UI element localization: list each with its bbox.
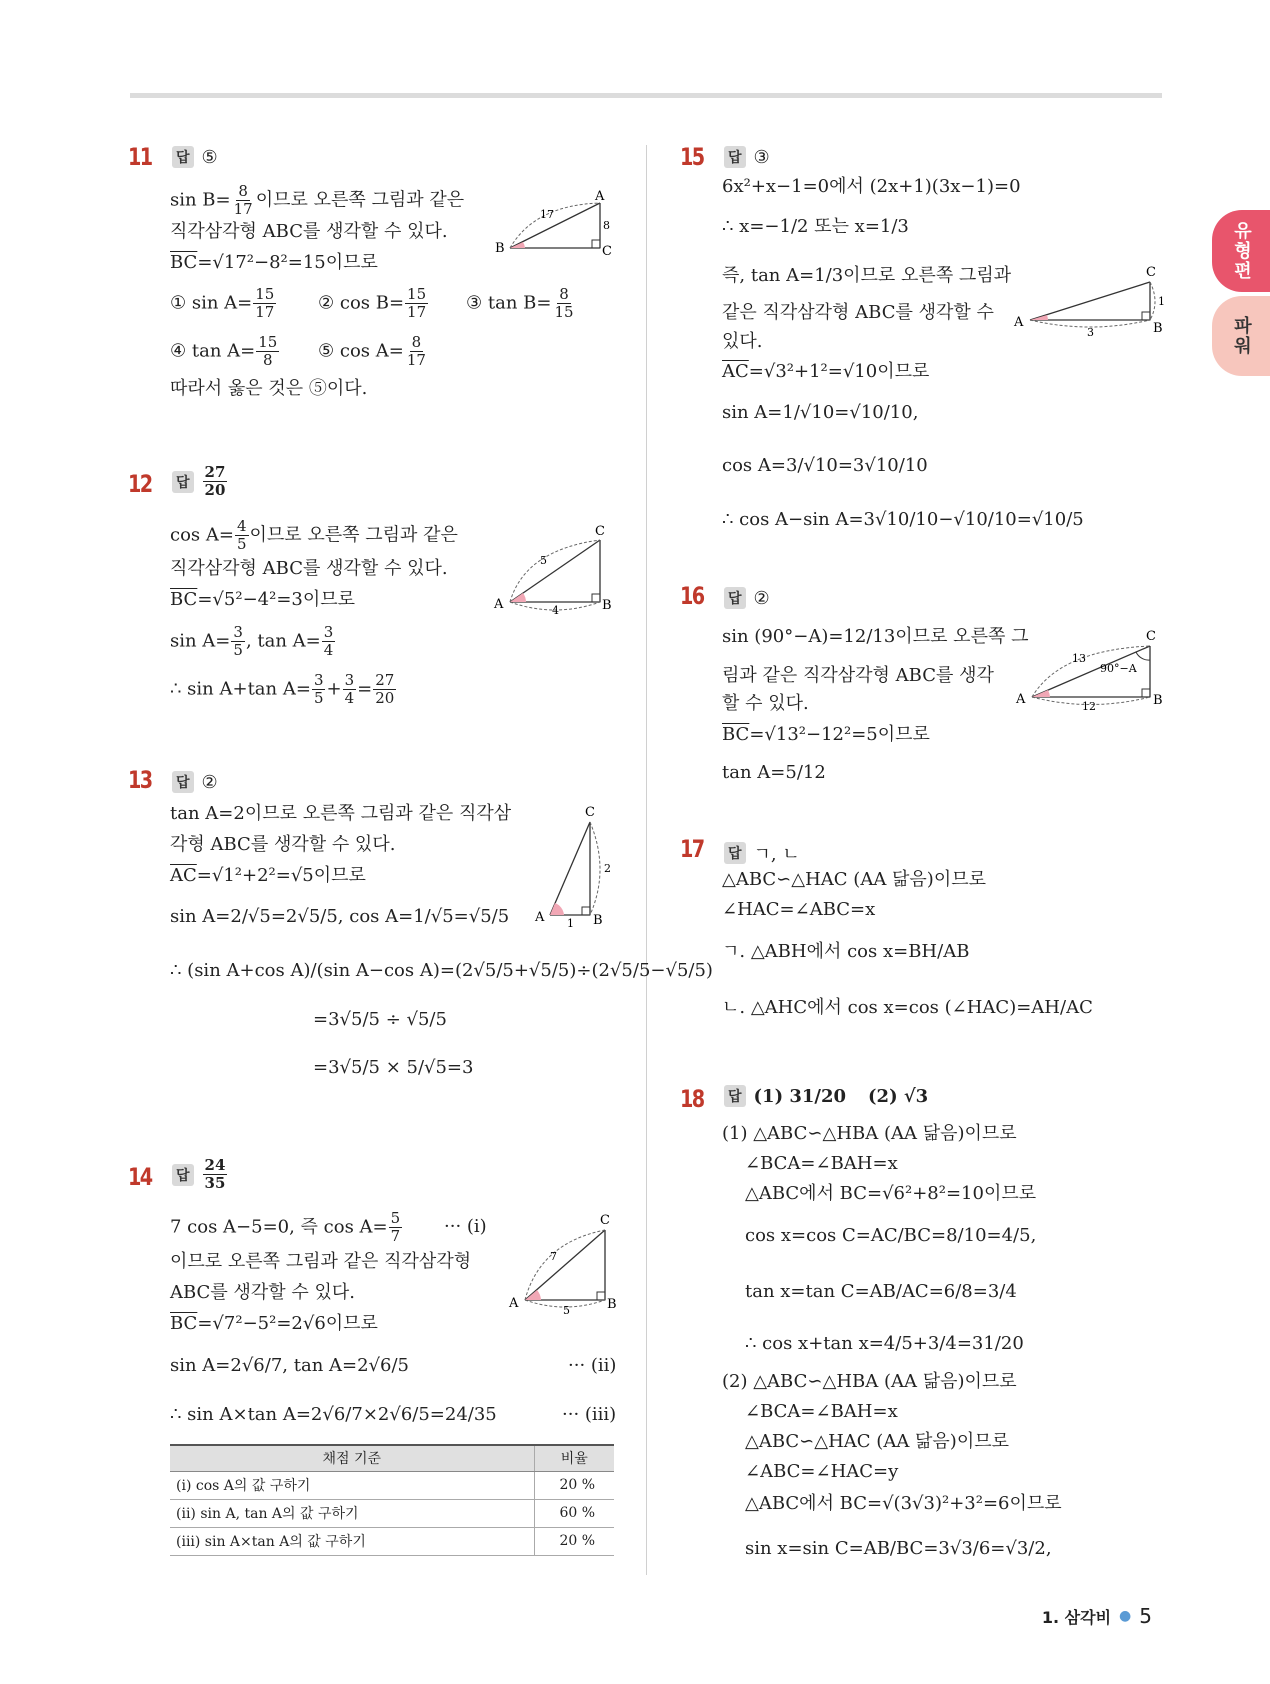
denominator: 35	[204, 1174, 226, 1192]
triangle-figure-16	[1010, 622, 1170, 717]
text: ④ tan A=	[170, 340, 256, 362]
label-base: 5	[563, 1304, 570, 1317]
problem-number: 13	[128, 766, 152, 794]
text-line: cos A=3/√10=3√10/10	[722, 455, 928, 476]
text-line	[170, 251, 378, 275]
text-line: ∴ (sin A+cos A)/(sin A−cos A)=(2√5/5+√5/5)÷(2√5/5−√5/5)	[170, 960, 713, 981]
answer-badge: 답	[724, 1085, 746, 1107]
text-line	[170, 183, 464, 218]
option-5	[318, 334, 429, 369]
text-line: ABC를 생각할 수 있다.	[170, 1282, 355, 1303]
text-line: ㄴ. △AHC에서 cos x=cos (∠HAC)=AH/AC	[722, 997, 1093, 1018]
numerator: 3	[344, 671, 355, 689]
answer-line	[724, 146, 770, 168]
numerator: 3	[313, 671, 324, 689]
table-header	[170, 1445, 614, 1471]
text: =	[357, 678, 373, 700]
column-divider	[646, 145, 647, 1575]
text: =√7²−5²=2√6이므로	[197, 1313, 378, 1334]
text-line: 이므로 오른쪽 그림과 같은 직각삼각형	[170, 1251, 472, 1272]
scoring-table	[170, 1444, 614, 1556]
numerator: 15	[258, 333, 278, 351]
numerator: 5	[390, 1209, 401, 1227]
numerator: 4	[236, 517, 247, 535]
text: ② cos B=	[318, 292, 405, 314]
chapter-title: 1. 삼각비	[1041, 1607, 1112, 1627]
answer-part-2: (2) √3	[868, 1085, 929, 1107]
text-line	[170, 672, 397, 707]
denominator: 17	[233, 200, 253, 218]
denominator: 4	[323, 641, 334, 659]
text: 이므로 오른쪽 그림과 같은	[255, 189, 465, 211]
text-line: 할 수 있다.	[722, 693, 809, 714]
label-hyp: 13	[1072, 652, 1086, 665]
text-line: =3√5/5 ÷ √5/5	[313, 1009, 447, 1030]
label-base: 4	[552, 604, 559, 617]
problem-number: 11	[128, 143, 152, 171]
numerator: 8	[559, 285, 569, 303]
ratio-cell: 20 %	[534, 1471, 614, 1499]
numerator: 15	[407, 285, 427, 303]
fraction	[405, 286, 428, 321]
fraction	[405, 334, 428, 369]
vertex-B: B	[1153, 693, 1163, 708]
text: 7 cos A−5=0, 즉 cos A=	[170, 1216, 388, 1238]
header-criteria: 채점 기준	[170, 1445, 534, 1471]
answer-line	[172, 771, 218, 793]
segment: $\overline{BC}$	[722, 724, 750, 745]
page-footer	[1042, 1604, 1152, 1628]
conclusion: 따라서 옳은 것은 ⑤이다.	[170, 378, 368, 399]
vertex-B: B	[593, 913, 603, 928]
text-line: △ABC에서 BC=√(3√3)²+3²=6이므로	[745, 1493, 1062, 1514]
answer-line	[172, 1157, 228, 1192]
label-side: 8	[603, 219, 610, 232]
text-line	[170, 1210, 403, 1245]
vertex-B: B	[607, 1297, 617, 1312]
vertex-C: C	[602, 244, 612, 259]
fraction	[253, 286, 276, 321]
segment: $\overline{BC}$	[170, 1313, 198, 1334]
text-line	[170, 624, 336, 659]
text: ∴ sin A+tan A=	[170, 678, 311, 700]
vertex-A: A	[595, 189, 605, 204]
answer-value: ③	[753, 146, 770, 168]
text-line: 림과 같은 직각삼각형 ABC를 생각	[722, 665, 994, 686]
tab-pawo[interactable]	[1212, 296, 1270, 376]
numerator: 8	[411, 333, 422, 351]
text-line: ∠BCA=∠BAH=x	[745, 1153, 898, 1174]
problem-number: 16	[680, 582, 704, 610]
fraction	[232, 183, 255, 218]
numerator: 27	[375, 671, 395, 689]
answer-line	[724, 587, 770, 609]
text-line: 직각삼각형 ABC를 생각할 수 있다.	[170, 221, 448, 242]
denominator: 17	[255, 303, 275, 321]
fraction	[343, 672, 357, 707]
text-line: tan A=5/12	[722, 762, 826, 783]
vertex-B: B	[602, 598, 612, 613]
problem-number: 17	[680, 835, 704, 863]
option-1	[170, 286, 277, 321]
text-line: 같은 직각삼각형 ABC를 생각할 수	[722, 302, 994, 323]
problem-number: 12	[128, 470, 152, 498]
header-ratio: 비율	[534, 1445, 614, 1471]
answer-value: ②	[753, 587, 770, 609]
text-line: 즉, tan A=1/3이므로 오른쪽 그림과	[722, 265, 1012, 286]
vertex-A: A	[535, 910, 545, 925]
answer-line	[724, 1085, 928, 1107]
text: ③ tan B=	[466, 292, 552, 314]
fraction	[256, 334, 279, 369]
segment: $\overline{BC}$	[170, 252, 198, 273]
triangle-figure-12	[490, 520, 620, 620]
table-row	[170, 1499, 614, 1527]
text-line: sin (90°−A)=12/13이므로 오른쪽 그	[722, 626, 1029, 647]
text: =√13²−12²=5이므로	[749, 724, 930, 745]
bullet-icon: ●	[1119, 1608, 1132, 1624]
text-line	[170, 588, 355, 612]
numerator: 15	[255, 285, 275, 303]
vertex-B: B	[1153, 321, 1163, 336]
triangle-figure-11	[495, 185, 620, 265]
text: =√1²+2²=√5이므로	[196, 865, 366, 886]
label-hyp: 5	[540, 554, 547, 567]
numerator: 24	[204, 1156, 226, 1174]
step-marker: ··· (ii)	[568, 1355, 617, 1376]
text-line: sin x=sin C=AB/BC=3√3/6=√3/2,	[745, 1538, 1052, 1559]
text-line	[170, 1312, 378, 1336]
fraction	[312, 672, 326, 707]
tab-label: 파워	[1231, 316, 1252, 356]
option-4	[170, 334, 280, 369]
ratio-cell: 20 %	[534, 1527, 614, 1555]
label-angle: 90°−A	[1100, 662, 1137, 675]
text: sin A=	[170, 630, 231, 652]
answer-part-1: (1) 31/20	[753, 1085, 847, 1107]
denominator: 5	[313, 689, 324, 707]
numerator: 27	[204, 463, 226, 481]
text: sin B=	[170, 189, 231, 211]
text: cos A=	[170, 524, 234, 546]
fraction	[552, 286, 575, 321]
text-line: 직각삼각형 ABC를 생각할 수 있다.	[170, 558, 448, 579]
label-base: 3	[1087, 326, 1094, 339]
text: ① sin A=	[170, 292, 253, 314]
denominator: 4	[344, 689, 355, 707]
denominator: 15	[554, 303, 574, 321]
vertex-A: A	[509, 1296, 519, 1311]
text: =√3²+1²=√10이므로	[748, 361, 930, 382]
text: =√17²−8²=15이므로	[197, 252, 378, 273]
page-number: 5	[1139, 1604, 1152, 1628]
text: , tan A=	[245, 630, 321, 652]
step-marker: ··· (iii)	[562, 1404, 617, 1425]
text-line: ∠HAC=∠ABC=x	[722, 899, 876, 920]
text-line: ∴ x=−1/2 또는 x=1/3	[722, 216, 909, 237]
text-line: tan A=2이므로 오른쪽 그림과 같은 직각삼	[170, 803, 512, 824]
vertex-C: C	[1146, 265, 1156, 280]
triangle-figure-14	[505, 1208, 625, 1317]
denominator: 17	[407, 303, 427, 321]
criteria-cell: (iii) sin A×tan A의 값 구하기	[170, 1527, 534, 1555]
fraction	[322, 624, 336, 659]
text-line: 6x²+x−1=0에서 (2x+1)(3x−1)=0	[722, 176, 1021, 197]
text-line	[170, 864, 366, 888]
segment: $\overline{AC}$	[170, 865, 197, 886]
label-hyp: 17	[540, 208, 554, 221]
triangle-figure-13	[530, 800, 620, 935]
text-line: △ABC∽△HAC (AA 닮음)이므로	[745, 1431, 1009, 1452]
label-base: 12	[1082, 700, 1096, 713]
answer-badge: 답	[724, 587, 746, 609]
problem-number: 14	[128, 1163, 152, 1191]
fraction	[235, 518, 249, 553]
text-line: sin A=2/√5=2√5/5, cos A=1/√5=√5/5	[170, 906, 510, 927]
fraction	[389, 1210, 403, 1245]
text-line: sin A=2√6/7, tan A=2√6/5	[170, 1355, 409, 1376]
text-line: sin A=1/√10=√10/10,	[722, 402, 919, 423]
option-3	[466, 286, 577, 321]
text-line	[170, 518, 458, 553]
vertex-A: A	[1014, 315, 1024, 330]
text-line: =3√5/5 × 5/√5=3	[313, 1057, 474, 1078]
answer-line	[724, 840, 800, 866]
vertex-B: B	[495, 241, 505, 256]
vertex-C: C	[585, 805, 595, 820]
vertex-C: C	[595, 524, 605, 539]
answer-value: ⑤	[201, 146, 218, 168]
table-row	[170, 1527, 614, 1555]
fraction	[231, 624, 245, 659]
answer-line	[172, 146, 218, 168]
vertex-C: C	[600, 1213, 610, 1228]
text-line: ∴ cos A−sin A=3√10/10−√10/10=√10/5	[722, 509, 1084, 530]
numerator: 8	[238, 182, 248, 200]
text: 이므로 오른쪽 그림과 같은	[249, 524, 458, 546]
text-line: 각형 ABC를 생각할 수 있다.	[170, 834, 396, 855]
label-side: 1	[1158, 295, 1165, 308]
fraction	[203, 1157, 228, 1192]
answer-value: ②	[201, 771, 218, 793]
tab-yuhyeong[interactable]	[1212, 210, 1270, 292]
numerator: 3	[323, 623, 334, 641]
problem-number: 15	[680, 143, 704, 171]
criteria-cell: (ii) sin A, tan A의 값 구하기	[170, 1499, 534, 1527]
text: ⑤ cos A=	[318, 340, 404, 362]
ratio-cell: 60 %	[534, 1499, 614, 1527]
text-line: ∴ sin A×tan A=2√6/7×2√6/5=24/35	[170, 1404, 497, 1425]
answer-badge: 답	[724, 146, 746, 168]
text-line: △ABC에서 BC=√6²+8²=10이므로	[745, 1183, 1037, 1204]
text-line: (1) △ABC∽△HBA (AA 닮음)이므로	[722, 1123, 1017, 1144]
text: +	[326, 678, 342, 700]
denominator: 7	[390, 1227, 401, 1245]
text-line: tan x=tan C=AB/AC=6/8=3/4	[745, 1281, 1017, 1302]
segment: $\overline{BC}$	[170, 589, 198, 610]
text-line	[722, 360, 929, 384]
answer-value: ㄱ, ㄴ	[753, 844, 800, 865]
text-line: ∴ cos x+tan x=4/5+3/4=31/20	[745, 1333, 1024, 1354]
answer-badge: 답	[172, 146, 194, 168]
option-2	[318, 286, 429, 321]
label-hyp: 7	[550, 1250, 557, 1263]
denominator: 5	[236, 535, 247, 553]
answer-badge: 답	[172, 771, 194, 793]
text-line: △ABC∽△HAC (AA 닮음)이므로	[722, 869, 986, 890]
criteria-cell: (i) cos A의 값 구하기	[170, 1471, 534, 1499]
text-line: (2) △ABC∽△HBA (AA 닮음)이므로	[722, 1371, 1017, 1392]
fraction	[373, 672, 396, 707]
answer-line	[172, 464, 228, 499]
text-line: ∠BCA=∠BAH=x	[745, 1401, 898, 1422]
top-rule	[130, 93, 1162, 98]
tab-label: 유형편	[1231, 221, 1252, 281]
text-line	[722, 723, 930, 747]
text-line: 있다.	[722, 331, 763, 352]
answer-badge: 답	[172, 1164, 194, 1186]
answer-badge: 답	[172, 471, 194, 493]
segment: $\overline{AC}$	[722, 361, 749, 382]
triangle-figure-15	[1010, 262, 1170, 342]
vertex-A: A	[494, 597, 504, 612]
denominator: 17	[406, 351, 426, 369]
answer-badge: 답	[724, 842, 746, 864]
denominator: 8	[262, 351, 273, 369]
vertex-C: C	[1146, 629, 1156, 644]
vertex-A: A	[1016, 692, 1026, 707]
text-line: cos x=cos C=AC/BC=8/10=4/5,	[745, 1225, 1037, 1246]
numerator: 3	[233, 623, 243, 641]
problem-number: 18	[680, 1085, 704, 1113]
denominator: 20	[375, 689, 395, 707]
label-base: 1	[567, 917, 574, 930]
text-line: ㄱ. △ABH에서 cos x=BH/AB	[722, 941, 970, 962]
label-side: 2	[604, 862, 611, 875]
denominator: 20	[204, 481, 226, 499]
text: =√5²−4²=3이므로	[197, 589, 356, 610]
step-marker: ··· (i)	[444, 1216, 487, 1237]
fraction	[203, 464, 228, 499]
text-line: ∠ABC=∠HAC=y	[745, 1461, 899, 1482]
denominator: 5	[233, 641, 243, 659]
table-row	[170, 1471, 614, 1499]
